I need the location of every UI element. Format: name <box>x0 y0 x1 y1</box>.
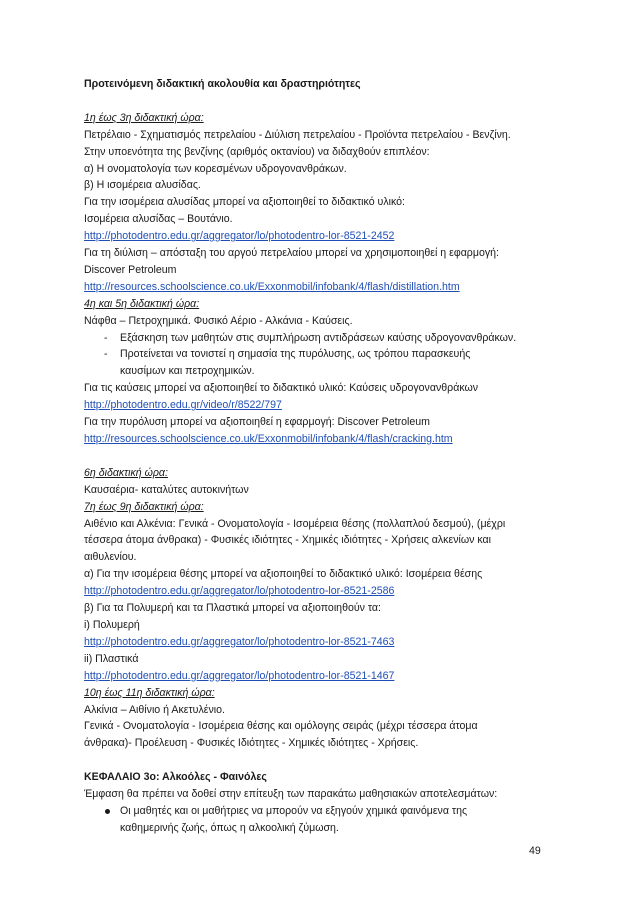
text-line: Για τη διύλιση – απόσταξη του αργού πετρελαίου μπορεί να χρησιμοποιηθεί η εφαρμογή: <box>84 247 499 260</box>
distillation-link[interactable]: http://resources.schoolscience.co.uk/Exxonmobil/infobank/4/flash/distillation.htm <box>84 280 460 293</box>
photodentro-link[interactable]: http://photodentro.edu.gr/aggregator/lo/photodentro-lor-8521-7463 <box>84 635 395 648</box>
dash-list-item <box>84 330 554 347</box>
bullet-marker <box>105 809 110 814</box>
text-line: Discover Petroleum <box>84 263 177 276</box>
list-item-continuation: καυσίμων και πετροχημικών. <box>120 365 255 378</box>
spacer <box>84 93 554 110</box>
list-item-continuation: καθημερινής ζωής, όπως η αλκοολική ζύμωση. <box>120 821 339 834</box>
text-line: β) Η ισομέρεια αλυσίδας. <box>84 179 201 192</box>
lesson-title-1: 1η έως 3η διδακτική ώρα: <box>84 111 204 124</box>
photodentro-link[interactable]: http://photodentro.edu.gr/aggregator/lo/photodentro-lor-8521-2452 <box>84 230 395 243</box>
cracking-link[interactable]: http://resources.schoolscience.co.uk/Exxonmobil/infobank/4/flash/cracking.htm <box>84 433 453 446</box>
chapter-heading: ΚΕΦΑΛΑΙΟ 3ο: Αλκοόλες - Φαινόλες <box>84 771 267 784</box>
lesson-title-5: 10η έως 11η διδακτική ώρα: <box>84 686 215 699</box>
lesson-title-3: 6η διδακτική ώρα: <box>84 466 168 479</box>
dash-marker: - <box>104 331 108 344</box>
page-content <box>84 76 554 837</box>
spacer <box>84 448 554 465</box>
text-line: Έμφαση θα πρέπει να δοθεί στην επίτευξη των παρακάτω μαθησιακών αποτελεσμάτων: <box>84 788 498 801</box>
text-line: Για τις καύσεις μπορεί να αξιοποιηθεί το διδακτικό υλικό: Καύσεις υδρογονανθράκων <box>84 382 479 395</box>
text-line: τέσσερα άτομα άνθρακα) - Φυσικές ιδιότητες - Χημικές ιδιότητες - Χρήσεις αλκενίων και <box>84 534 492 547</box>
text-line: α) Η ονοματολογία των κορεσμένων υδρογονανθράκων. <box>84 162 347 175</box>
bullet-list-item <box>84 803 554 820</box>
dash-list-item <box>84 346 554 363</box>
text-line: Γενικά - Ονοματολογία - Ισομέρεια θέσης και ομόλογης σειράς (μέχρι τέσσερα άτομα <box>84 720 478 733</box>
text-line: Νάφθα – Πετροχημικά. Φυσικό Αέριο - Αλκάνια - Καύσεις. <box>84 314 353 327</box>
text-line: άνθρακα)- Προέλευση - Φυσικές Ιδιότητες - Χημικές ιδιότητες - Χρήσεις. <box>84 737 419 750</box>
list-item-text: Εξάσκηση των μαθητών στις συμπλήρωση αντιδράσεων καύσης υδρογονανθράκων. <box>120 331 517 344</box>
text-line: Για την πυρόλυση μπορεί να αξιοποιηθεί η εφαρμογή: Discover Petroleum <box>84 416 430 429</box>
text-line: i) Πολυμερή <box>84 618 140 631</box>
list-item-text: Οι μαθητές και οι μαθήτριες να μπορούν να εξηγούν χημικά φαινόμενα της <box>120 804 468 817</box>
lesson-title-2: 4η και 5η διδακτική ώρα: <box>84 297 200 310</box>
photodentro-link[interactable]: http://photodentro.edu.gr/aggregator/lo/photodentro-lor-8521-1467 <box>84 669 395 682</box>
text-line: Καυσαέρια- καταλύτες αυτοκινήτων <box>84 483 249 496</box>
text-line: Για την ισομέρεια αλυσίδας μπορεί να αξιοποιηθεί το διδακτικό υλικό: <box>84 196 405 209</box>
text-line: Στην υποενότητα της βενζίνης (αριθμός οκτανίου) να διδαχθούν επιπλέον: <box>84 145 430 158</box>
page-number: 49 <box>529 845 541 857</box>
text-line: Αιθένιο και Αλκένια: Γενικά - Ονοματολογία - Ισομέρεια θέσης (πολλαπλού δεσμού), (μέχρι <box>84 517 506 530</box>
text-line: Αλκίνια – Αιθίνιο ή Ακετυλένιο. <box>84 703 225 716</box>
text-line: Ισομέρεια αλυσίδας – Βουτάνιο. <box>84 213 233 226</box>
text-line: αιθυλενίου. <box>84 551 137 564</box>
text-line: β) Για τα Πολυμερή και τα Πλαστικά μπορεί να αξιοποιηθούν τα: <box>84 602 381 615</box>
text-line: Πετρέλαιο - Σχηματισμός πετρελαίου - Διύλιση πετρελαίου - Προϊόντα πετρελαίου - Βενζίνη. <box>84 128 511 141</box>
text-line: ii) Πλαστικά <box>84 652 139 665</box>
video-link[interactable]: http://photodentro.edu.gr/video/r/8522/797 <box>84 399 282 412</box>
list-item-text: Προτείνεται να τονιστεί η σημασία της πυρόλυσης, ως τρόπου παρασκευής <box>120 348 471 361</box>
section-heading: Προτεινόμενη διδακτική ακολουθία και δραστηριότητες <box>84 78 361 90</box>
photodentro-link[interactable]: http://photodentro.edu.gr/aggregator/lo/photodentro-lor-8521-2586 <box>84 585 395 598</box>
dash-marker: - <box>104 348 108 361</box>
spacer <box>84 752 554 769</box>
lesson-title-4: 7η έως 9η διδακτική ώρα: <box>84 500 204 513</box>
text-line: α) Για την ισομέρεια θέσης μπορεί να αξιοποιηθεί το διδακτικό υλικό: Ισομέρεια θέσης <box>84 568 483 581</box>
